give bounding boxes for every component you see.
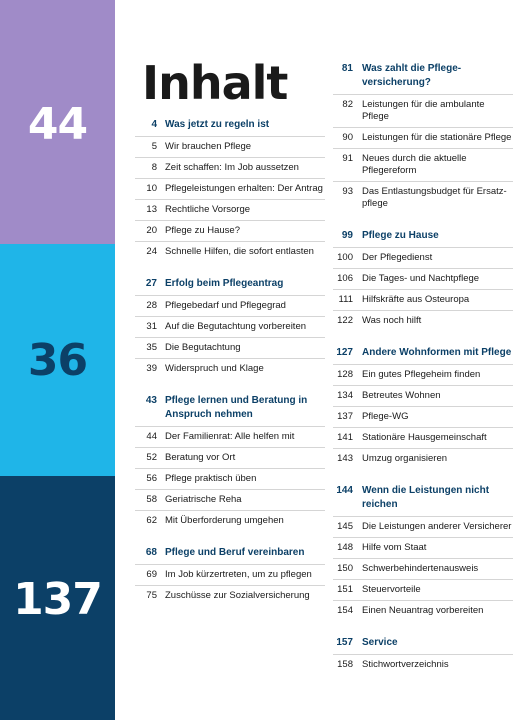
toc-entry[interactable] (135, 179, 325, 200)
entry-page-number: 145 (337, 521, 353, 532)
toc-entry[interactable] (333, 407, 513, 428)
entry-page-number: 151 (337, 584, 353, 595)
chapter-band-cyan (0, 244, 115, 476)
entry-page-number: 10 (146, 183, 157, 194)
entry-title: Pflegeleistungen erhalten: Der Antrag (165, 183, 323, 194)
chapter-page-number: 157 (336, 637, 353, 648)
toc-entry[interactable] (135, 586, 325, 606)
toc-entry[interactable] (135, 448, 325, 469)
chapter-title: Was zahlt die Pflege-versicherung? (362, 63, 462, 88)
entry-title: Umzug organisieren (362, 453, 448, 464)
entry-page-number: 13 (146, 204, 157, 215)
entry-title: Die Leistungen anderer Versicherer (362, 521, 512, 532)
entry-title: Pflege-WG (362, 411, 409, 422)
entry-page-number: 5 (151, 141, 157, 152)
toc-entry[interactable] (333, 311, 513, 331)
toc-entry[interactable] (135, 296, 325, 317)
chapter-page-number: 81 (341, 63, 353, 74)
entry-title: Hilfskräfte aus Osteuropa (362, 294, 470, 305)
chapter-title: Pflege und Beruf vereinbaren (165, 547, 305, 558)
entry-title: Zuschüsse zur Sozialversicherung (165, 590, 310, 601)
entry-title: Stationäre Hausgemeinschaft (362, 432, 487, 443)
toc-entry[interactable] (333, 365, 513, 386)
entry-title: Die Begutachtung (165, 342, 241, 353)
toc-entry[interactable] (135, 200, 325, 221)
entry-page-number: 148 (337, 542, 353, 553)
toc-entry[interactable] (135, 359, 325, 379)
entry-page-number: 35 (146, 342, 157, 353)
entry-page-number: 111 (338, 294, 353, 305)
entry-title: Geriatrische Reha (165, 494, 242, 505)
toc-entry[interactable] (333, 248, 513, 269)
band-number-137: 137 (13, 573, 102, 625)
entry-page-number: 150 (337, 563, 353, 574)
chapter-title: Was jetzt zu regeln ist (165, 119, 270, 130)
toc-entry[interactable] (135, 158, 325, 179)
entry-page-number: 62 (146, 515, 157, 526)
toc-section (333, 344, 513, 469)
toc-entry[interactable] (135, 490, 325, 511)
entry-title: Einen Neuantrag vorbereiten (362, 605, 484, 616)
toc-entry[interactable] (135, 137, 325, 158)
entry-page-number: 106 (337, 273, 353, 284)
toc-entry[interactable] (333, 290, 513, 311)
toc-section (333, 634, 513, 675)
toc-entry[interactable] (333, 538, 513, 559)
toc-column-right (333, 60, 513, 688)
toc-section (135, 544, 325, 606)
chapter-title: Service (362, 637, 398, 648)
entry-title: Ein gutes Pflegeheim finden (362, 369, 481, 380)
entry-page-number: 69 (146, 569, 157, 580)
chapter-page-number: 4 (151, 119, 157, 130)
entry-page-number: 128 (337, 369, 353, 380)
entry-page-number: 44 (146, 431, 157, 442)
toc-entry[interactable] (135, 511, 325, 531)
entry-title: Der Pflegedienst (362, 252, 433, 263)
toc-entry[interactable] (333, 559, 513, 580)
toc-entry[interactable] (333, 517, 513, 538)
band-number-36: 36 (27, 334, 88, 386)
toc-section (333, 60, 513, 214)
entry-page-number: 93 (342, 186, 353, 197)
chapter-title: Erfolg beim Pflegeantrag (165, 278, 284, 289)
chapter-page-number: 68 (145, 547, 157, 558)
toc-section (135, 116, 325, 262)
entry-page-number: 8 (151, 162, 157, 173)
toc-entry[interactable] (333, 128, 513, 149)
toc-chapter-heading[interactable] (135, 275, 325, 296)
chapter-page-number: 43 (145, 395, 157, 406)
toc-entry[interactable] (333, 428, 513, 449)
entry-page-number: 122 (337, 315, 353, 326)
entry-title: Die Tages- und Nachtpflege (362, 273, 480, 284)
toc-chapter-heading[interactable] (333, 344, 513, 365)
toc-entry[interactable] (135, 317, 325, 338)
toc-chapter-heading[interactable] (333, 482, 513, 517)
entry-page-number: 134 (337, 390, 353, 401)
entry-page-number: 158 (337, 659, 353, 670)
chapter-title: Pflege zu Hause (362, 230, 439, 241)
entry-page-number: 31 (146, 321, 157, 332)
toc-entry[interactable] (333, 149, 513, 182)
entry-title: Der Familienrat: Alle helfen mit (165, 431, 295, 442)
entry-page-number: 141 (337, 432, 353, 443)
entry-title: Betreutes Wohnen (362, 390, 441, 401)
chapter-title: Pflege lernen und Beratung in Anspruch nehmen (165, 395, 308, 420)
entry-page-number: 58 (146, 494, 157, 505)
band-number-44: 44 (27, 98, 88, 150)
chapter-band-navy (0, 476, 115, 720)
entry-title: Widerspruch und Klage (165, 363, 264, 374)
chapter-band-violet (0, 0, 115, 244)
page-title: Inhalt (142, 56, 288, 110)
entry-title: Das Entlastungsbudget für Ersatz-pflege (362, 186, 507, 209)
entry-page-number: 143 (337, 453, 353, 464)
toc-chapter-heading[interactable] (135, 544, 325, 565)
entry-title: Rechtliche Vorsorge (165, 204, 251, 215)
entry-page-number: 137 (337, 411, 353, 422)
toc-entry[interactable] (333, 449, 513, 469)
entry-page-number: 52 (146, 452, 157, 463)
entry-page-number: 100 (337, 252, 353, 263)
toc-entry[interactable] (135, 221, 325, 242)
entry-title: Stichwortverzeichnis (362, 659, 449, 670)
entry-title: Pflege praktisch üben (165, 473, 257, 484)
toc-section (333, 482, 513, 621)
chapter-page-number: 27 (145, 278, 157, 289)
entry-title: Auf die Begutachtung vorbereiten (165, 321, 307, 332)
entry-page-number: 20 (146, 225, 157, 236)
entry-title: Neues durch die aktuelle Pflegereform (362, 153, 467, 176)
toc-entry[interactable] (333, 182, 513, 214)
toc-section (333, 227, 513, 331)
toc-entry[interactable] (333, 269, 513, 290)
toc-entry[interactable] (333, 95, 513, 128)
entry-title: Zeit schaffen: Im Job aussetzen (165, 162, 299, 173)
entry-title: Pflege zu Hause? (165, 225, 240, 236)
toc-entry[interactable] (135, 565, 325, 586)
entry-page-number: 82 (342, 99, 353, 110)
toc-entry[interactable] (135, 242, 325, 262)
entry-title: Hilfe vom Staat (362, 542, 427, 553)
entry-title: Wir brauchen Pflege (165, 141, 252, 152)
entry-title: Steuervorteile (362, 584, 421, 595)
entry-title: Leistungen für die ambulante Pflege (362, 99, 485, 122)
entry-title: Was noch hilft (362, 315, 422, 326)
entry-title: Leistungen für die stationäre Pflege (362, 132, 512, 143)
entry-title: Mit Überforderung umgehen (165, 515, 284, 526)
toc-column-left (135, 116, 325, 619)
chapter-title: Wenn die Leistungen nicht reichen (362, 485, 490, 510)
toc-chapter-heading[interactable] (333, 60, 513, 95)
entry-page-number: 90 (342, 132, 353, 143)
toc-chapter-heading[interactable] (333, 227, 513, 248)
toc-entry[interactable] (135, 469, 325, 490)
chapter-title: Andere Wohnformen mit Pflege (362, 347, 512, 358)
toc-chapter-heading[interactable] (333, 634, 513, 655)
toc-entry[interactable] (135, 427, 325, 448)
toc-entry[interactable] (135, 338, 325, 359)
chapter-page-number: 144 (336, 485, 353, 496)
entry-page-number: 75 (146, 590, 157, 601)
entry-title: Schwerbehindertenausweis (362, 563, 479, 574)
entry-page-number: 56 (146, 473, 157, 484)
toc-entry[interactable] (333, 655, 513, 675)
toc-entry[interactable] (333, 601, 513, 621)
chapter-page-number: 99 (341, 230, 353, 241)
toc-chapter-heading[interactable] (135, 116, 325, 137)
entry-page-number: 39 (146, 363, 157, 374)
entry-title: Beratung vor Ort (165, 452, 236, 463)
toc-section (135, 392, 325, 531)
toc-entry[interactable] (333, 580, 513, 601)
chapter-page-number: 127 (336, 347, 353, 358)
entry-page-number: 24 (146, 246, 157, 257)
entry-page-number: 28 (146, 300, 157, 311)
entry-page-number: 154 (337, 605, 353, 616)
entry-page-number: 91 (342, 153, 353, 164)
entry-title: Schnelle Hilfen, die sofort entlasten (165, 246, 314, 257)
toc-chapter-heading[interactable] (135, 392, 325, 427)
toc-section (135, 275, 325, 379)
entry-title: Pflegebedarf und Pflegegrad (165, 300, 286, 311)
entry-title: Im Job kürzertreten, um zu pflegen (165, 569, 312, 580)
toc-entry[interactable] (333, 386, 513, 407)
